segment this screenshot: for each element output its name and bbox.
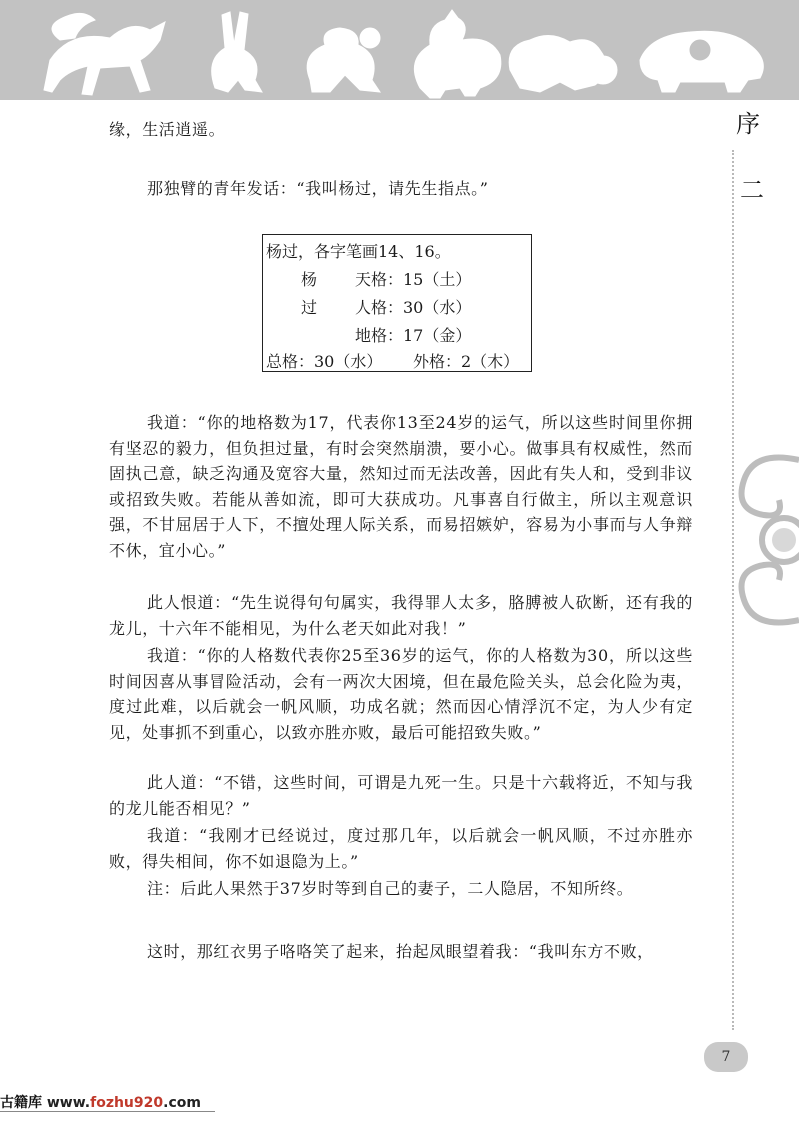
footer-watermark <box>0 1092 201 1112</box>
paragraph-reply2: 此人道：“不错，这些时间，可谓是九死一生。只是十六载将近，不知与我的龙儿能否相见？” <box>109 773 693 818</box>
paragraph-reply1: 此人恨道：“先生说得句句属实，我得罪人太多，胳膊被人砍断，还有我的龙儿，十六年不能相见，为什么老天如此对我！” <box>109 593 693 638</box>
footer-rule <box>0 1111 215 1112</box>
box-header: 杨过，各字笔画14、16。 <box>266 242 451 261</box>
paragraph-intro: 那独臂的青年发话：“我叫杨过，请先生指点。” <box>147 179 489 198</box>
cloud-ornament-icon <box>724 440 799 640</box>
chapter-number: 二 <box>740 176 764 204</box>
paragraph-advice: 我道：“我刚才已经说过，度过那几年，以后就会一帆风顺，不过亦胜亦败，得失相间，你不如退隐为上。” <box>109 826 693 871</box>
footer-url-prefix: www. <box>46 1095 91 1111</box>
box-renge: 人格：30（水） <box>355 298 472 317</box>
box-tiange: 天格：15（土） <box>355 270 472 289</box>
box-waige: 外格：2（木） <box>413 352 520 371</box>
box-zongge: 总格：30（水） <box>266 352 383 371</box>
box-dige: 地格：17（金） <box>355 326 472 345</box>
paragraph-note: 注：后此人果然于37岁时等到自己的妻子，二人隐居，不知所终。 <box>147 879 634 898</box>
chapter-label: 序 <box>736 110 760 138</box>
paragraph-dige: 我道：“你的地格数为17，代表你13至24岁的运气，所以这些时间里你拥有坚忍的毅力，但负担过量，有时会突然崩溃，要小心。做事具有权威性，然而固执己意，缺乏沟通及宽容大量，然知过而无法改善，因此有失人和，受到非议或招致失败。若能从善如流，即可大获成功。凡事喜自行做主，所以主观意识强，不甘屈居于人下，不擅处理人际关系，而易招嫉妒，容易为小事而与人争辩不休，宜小心。” <box>109 413 693 560</box>
paragraph-renge: 我道：“你的人格数代表你25至36岁的运气，你的人格数为30，所以这些时间因喜从事冒险活动，会有一两次大困境，但在最危险关头，总会化险为夷，度过此难，以后就会一帆风顺，功成名就；然而因心情浮沉不定，为人少有定见，处事抓不到重心，以致亦胜亦败，最后可能招致失败。” <box>109 646 693 742</box>
papercut-animals-icon <box>0 0 799 100</box>
zodiac-papercut-banner <box>0 0 799 100</box>
page-number: 7 <box>704 1042 748 1072</box>
box-char-guo: 过 <box>301 298 318 317</box>
box-char-yang: 杨 <box>301 270 318 289</box>
name-analysis-box <box>262 234 532 372</box>
paragraph-continued: 缘，生活逍遥。 <box>109 120 226 139</box>
footer-site-name: 古籍库 <box>0 1095 42 1111</box>
footer-url-brand: fozhu920 <box>90 1095 164 1111</box>
footer-url-suffix: .com <box>163 1095 201 1111</box>
paragraph-next: 这时，那红衣男子咯咯笑了起来，抬起凤眼望着我：“我叫东方不败， <box>147 942 654 961</box>
